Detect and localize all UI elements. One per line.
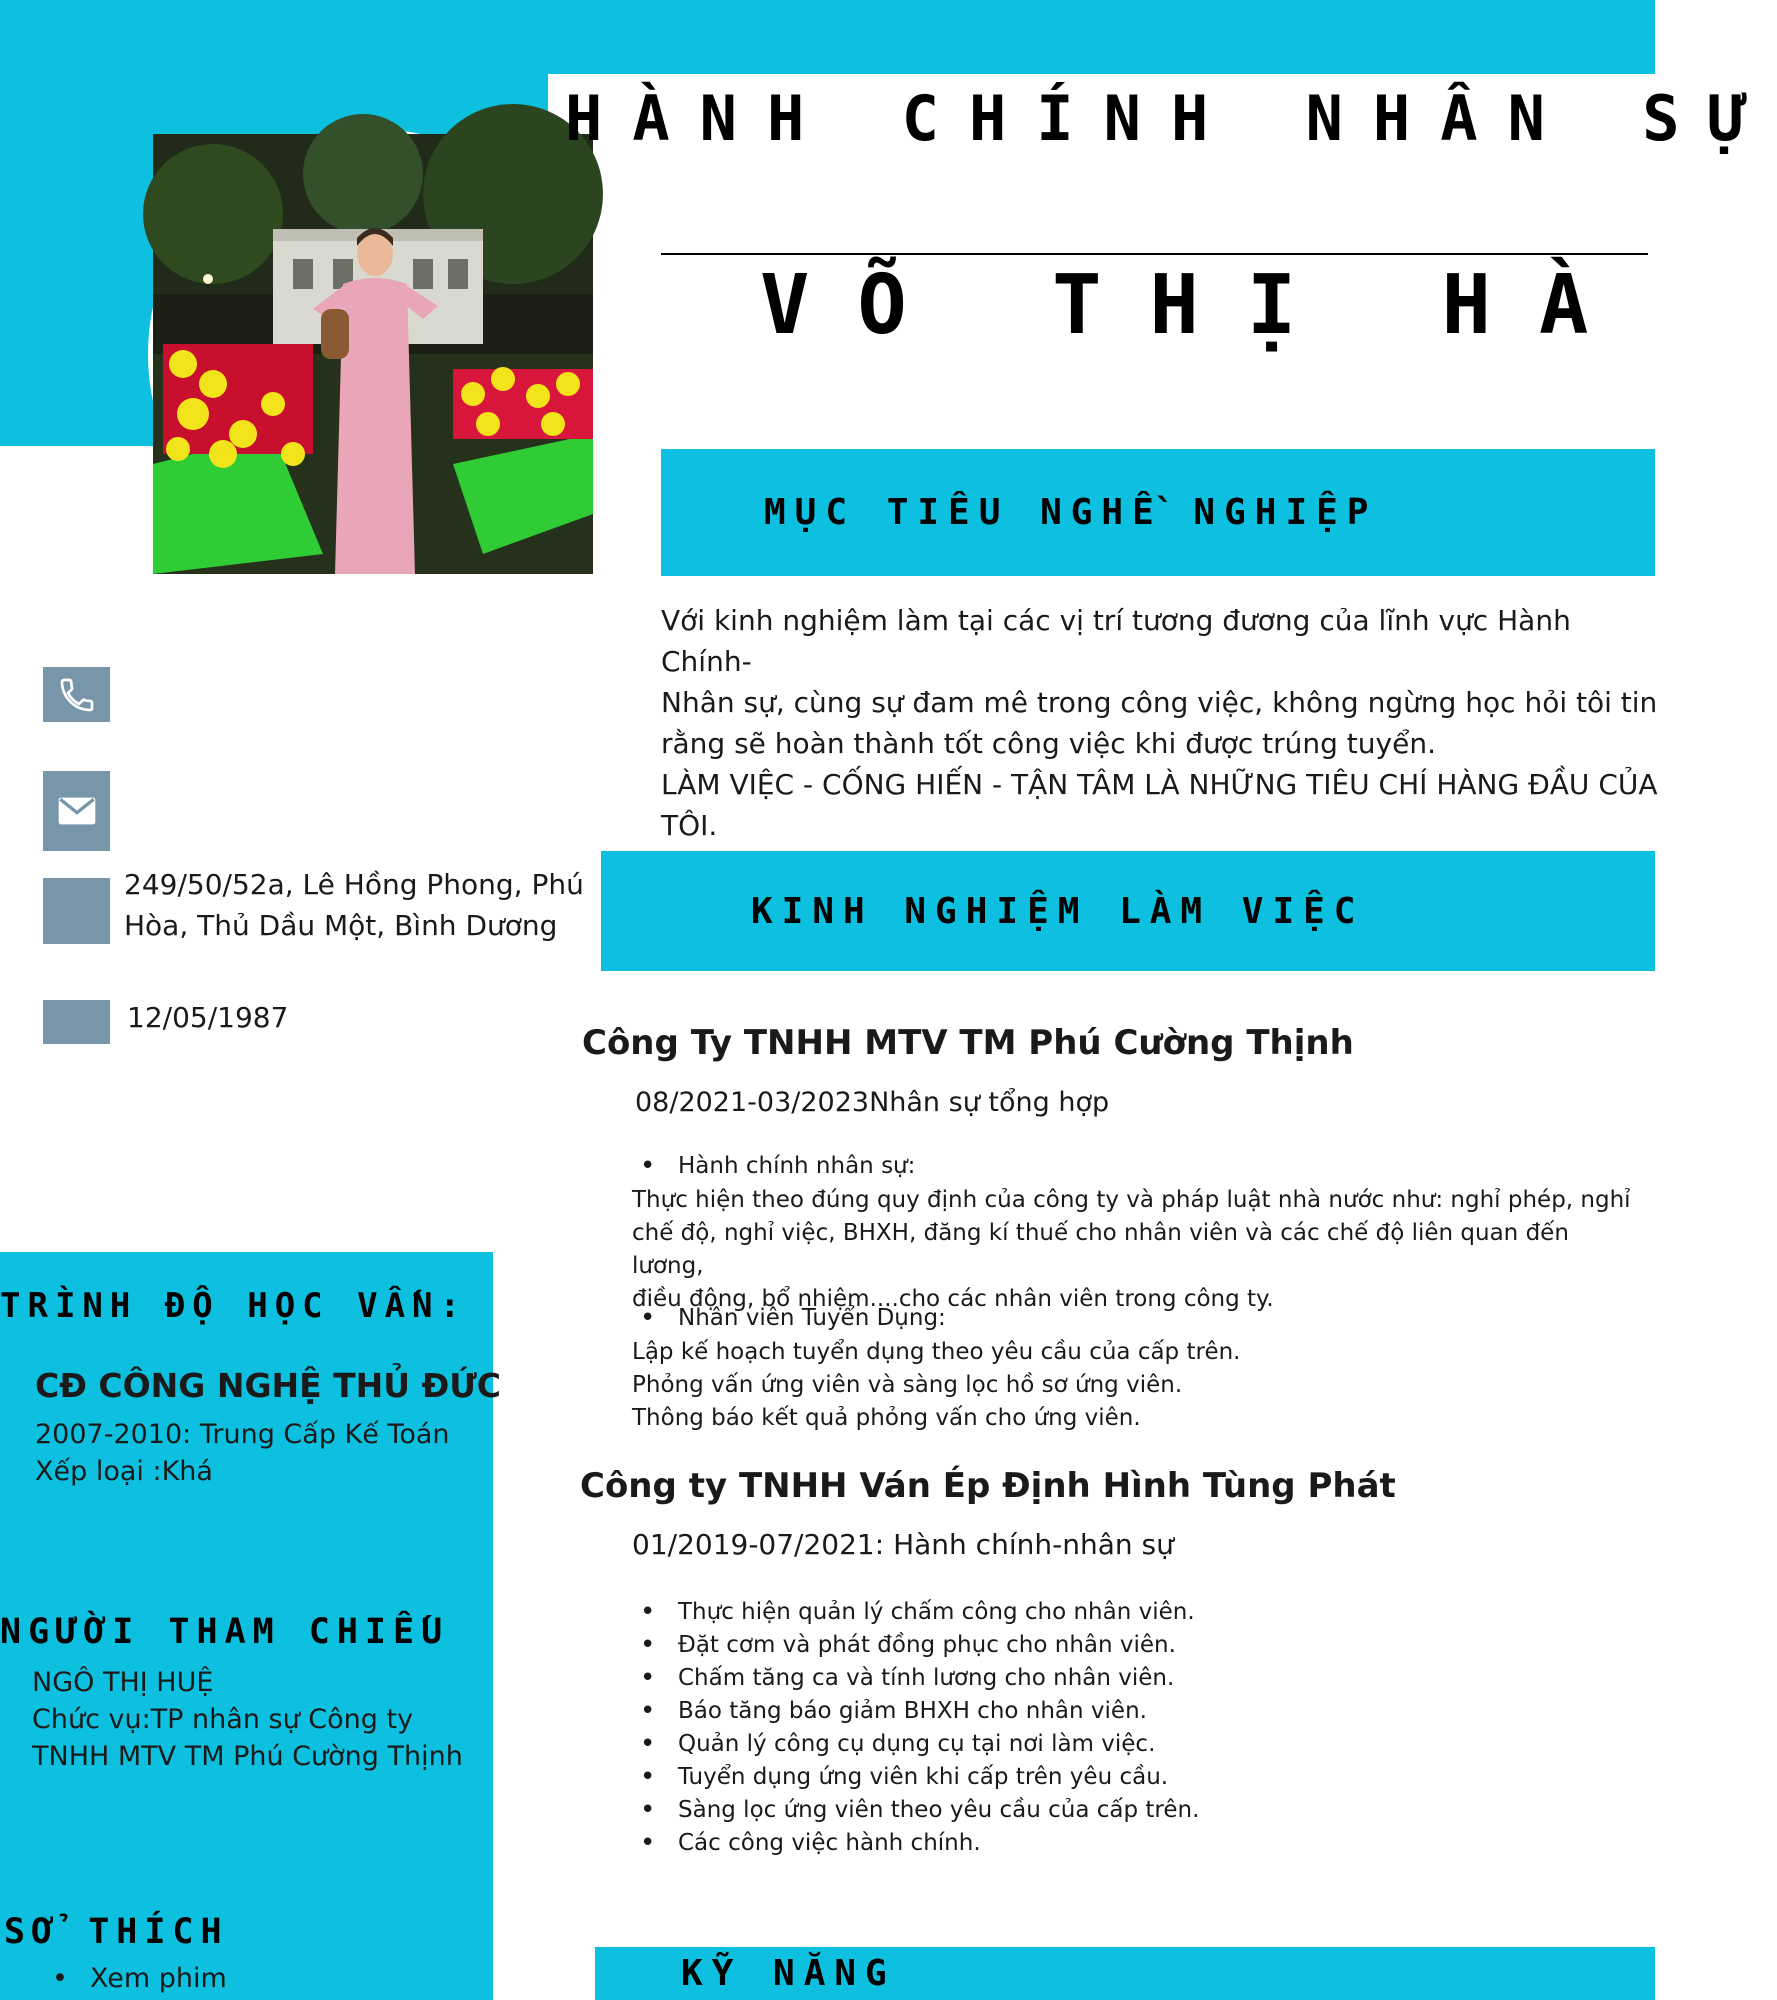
address (124, 864, 594, 946)
objective-heading: MỤC TIÊU NGHỀ NGHIỆP (764, 492, 1378, 533)
list-item: • Các công việc hành chính. (638, 1827, 1638, 1860)
job-period: 08/2021-03/2023Nhân sự tổng hợp (635, 1087, 1110, 1118)
duty-line: chế độ, nghỉ việc, BHXH, đăng kí thuế cho nhân viên và các chế độ liên quan đến lương, (632, 1220, 1569, 1279)
skills-section-bar (595, 1947, 1655, 2000)
duty-line: Lập kế hoạch tuyển dụng theo yêu cầu của cấp trên. (632, 1339, 1241, 1365)
address-line: Hòa, Thủ Dầu Một, Bình Dương (124, 909, 558, 942)
job-title: HÀNH CHÍNH NHÂN SỰ (565, 82, 1777, 155)
hobbies-heading: SỞ THÍCH (4, 1912, 229, 1952)
mail-icon (43, 771, 110, 851)
job-period: 01/2019-07/2021: Hành chính-nhân sự (632, 1528, 1174, 1561)
skills-heading: KỸ NĂNG (681, 1953, 896, 1994)
objective-line: LÀM VIỆC - CỐNG HIẾN - TẬN TÂM LÀ NHỮNG TIÊU CHÍ HÀNG ĐẦU CỦA (661, 768, 1658, 801)
experience-heading: KINH NGHIỆM LÀM VIỆC (751, 890, 1365, 932)
education-details (35, 1416, 450, 1490)
list-item: • Xem phim (50, 1960, 227, 1997)
phone-icon (43, 667, 110, 722)
birthday-icon (43, 1000, 110, 1044)
task-list (638, 1596, 1638, 1860)
list-item: • Hành chính nhân sự: (638, 1150, 1538, 1183)
list-item: • Thực hiện quản lý chấm công cho nhân viên. (638, 1596, 1638, 1629)
duty-line: Thực hiện theo đúng quy định của công ty và pháp luật nhà nước như: nghỉ phép, nghỉ (632, 1187, 1631, 1213)
duty-heading-list (638, 1302, 1538, 1335)
reference-heading: NGƯỜI THAM CHIẾU (0, 1612, 450, 1652)
company-name: Công ty TNHH Ván Ép Định Hình Tùng Phát (580, 1466, 1396, 1506)
hobbies-list (50, 1960, 227, 1997)
school-name: CĐ CÔNG NGHỆ THỦ ĐỨC (35, 1366, 502, 1405)
objective-text (661, 600, 1661, 846)
candidate-name: VÕ THỊ HÀ (760, 258, 1637, 353)
duty-description (632, 1336, 1632, 1435)
company-name: Công Ty TNHH MTV TM Phú Cường Thịnh (582, 1023, 1354, 1063)
education-heading: TRÌNH ĐỘ HỌC VẤN: (0, 1286, 467, 1326)
title-divider (661, 253, 1648, 255)
reference-line: TNHH MTV TM Phú Cường Thịnh (32, 1741, 463, 1772)
education-line: Xếp loại :Khá (35, 1456, 213, 1487)
list-item: • Nhân viên Tuyển Dụng: (638, 1302, 1538, 1335)
duty-description (632, 1184, 1632, 1316)
objective-line: Với kinh nghiệm làm tại các vị trí tương đương của lĩnh vực Hành Chính- (661, 604, 1571, 678)
reference-line: Chức vụ:TP nhân sự Công ty (32, 1704, 414, 1735)
list-item: • Báo tăng báo giảm BHXH cho nhân viên. (638, 1695, 1638, 1728)
location-icon (43, 878, 110, 944)
birth-date: 12/05/1987 (127, 1001, 289, 1034)
list-item: • Quản lý công cụ dụng cụ tại nơi làm việc. (638, 1728, 1638, 1761)
top-accent-band (548, 0, 1655, 74)
list-item: • Chấm tăng ca và tính lương cho nhân viên. (638, 1662, 1638, 1695)
address-line: 249/50/52a, Lê Hồng Phong, Phú (124, 868, 584, 901)
objective-line: Nhân sự, cùng sự đam mê trong công việc, không ngừng học hỏi tôi tin (661, 686, 1658, 719)
duty-line: Thông báo kết quả phỏng vấn cho ứng viên. (632, 1405, 1141, 1431)
list-item: • Tuyển dụng ứng viên khi cấp trên yêu cầu. (638, 1761, 1638, 1794)
duty-line: Phỏng vấn ứng viên và sàng lọc hồ sơ ứng viên. (632, 1372, 1183, 1398)
list-item: • Sàng lọc ứng viên theo yêu cầu của cấp trên. (638, 1794, 1638, 1827)
experience-section-bar (601, 851, 1655, 971)
duty-line: điều động, bổ nhiệm....cho các nhân viên trong công ty. (632, 1286, 1274, 1312)
reference-details (32, 1664, 463, 1775)
education-line: 2007-2010: Trung Cấp Kế Toán (35, 1419, 450, 1450)
reference-line: NGÔ THỊ HUỆ (32, 1667, 214, 1698)
objective-section-bar (661, 449, 1655, 576)
list-item: • Đặt cơm và phát đồng phục cho nhân viên. (638, 1629, 1638, 1662)
objective-line: TÔI. (661, 809, 718, 842)
objective-line: rằng sẽ hoàn thành tốt công việc khi được trúng tuyển. (661, 727, 1436, 760)
profile-photo (148, 129, 598, 579)
duty-heading-list (638, 1150, 1538, 1183)
